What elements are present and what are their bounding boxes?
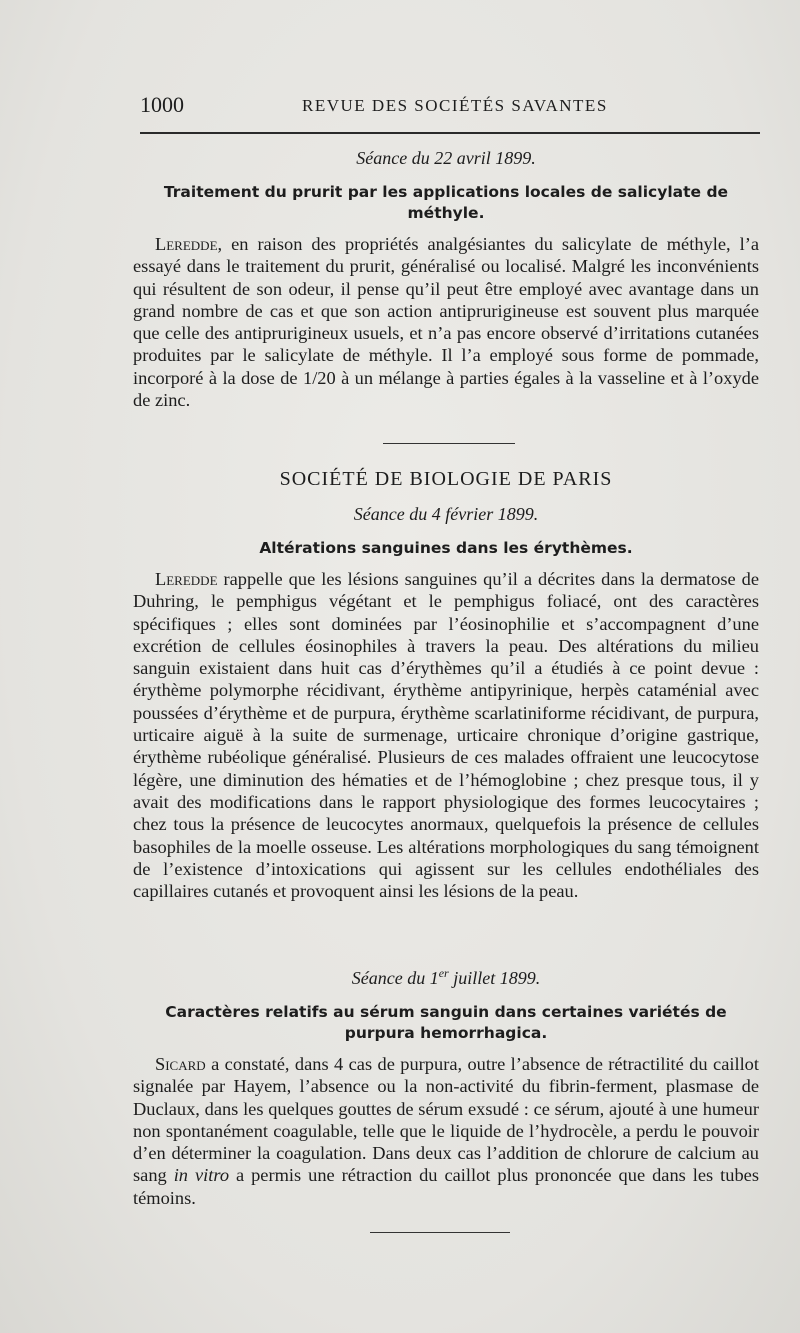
paragraph-text: rappelle que les lésions sanguines qu’il a décrites dans la dermatose de Duhring, le pemphigus végétant et le pemphigus foliacé, ont des caractères spécifiques ; elles sont dominées par l’éosinophilie et s’accompagnent d’une excrétion de cellules éosinophiles à travers la peau. Des altérations du milieu sanguin existaient dans huit cas d’érythèmes qu’il a étudiés à ce point devue : érythème polymorphe récidivant, érythème antipyrinique, herpès cataménial avec poussées d’érythème et de purpura, érythème scarlatiniforme récidivant, de purpura, urticaire aiguë à la suite de surmenage, urticaire chronique d’origine gastrique, érythème rubéolique généralisé. Plusieurs de ces malades offraient une leucocytose légère, une diminution des hématies et de l’hémoglobine ; chez presque tous, il y avait des modifications dans le rapport physiologique des formes leucocytaires ; chez tous la présence de leucocytes anormaux, quelquefois la présence de cellules basophiles de la moelle osseuse. Les altérations morphologiques du sang témoignent de l’existence d’intoxications qui agissent sur les cellules endothéliales des capillaires cutanés et provoquent ainsi les lésions de la peau. — [133, 569, 759, 902]
section-erythemes — [133, 468, 759, 902]
page-number: 1000 — [140, 92, 184, 117]
session-day-suffix: er — [438, 966, 449, 980]
section-separator — [383, 443, 515, 444]
section-title: Altérations sanguines dans les érythèmes. — [259, 539, 633, 557]
session-date: Séance du 22 avril 1899. — [356, 148, 536, 168]
author-name: Leredde — [155, 569, 218, 589]
author-name: Leredde — [155, 234, 218, 254]
section-paragraph — [133, 1053, 759, 1209]
header-rule — [140, 132, 760, 134]
session-suffix: juillet 1899. — [448, 968, 541, 988]
page-header — [140, 92, 760, 122]
paragraph-italic: in vitro — [173, 1165, 230, 1186]
author-name: Sicard — [155, 1054, 206, 1074]
section-salicylate — [133, 148, 759, 411]
session-date: Séance du 4 février 1899. — [353, 504, 539, 524]
society-heading: SOCIÉTÉ DE BIOLOGIE DE PARIS — [279, 468, 613, 490]
paragraph-text: , en raison des propriétés analgésiantes du salicylate de méthyle, l’a essayé dans le traitement du prurit, généralisé ou localisé. Malgré les inconvénients qui résultent de son odeur, il pense qu’il peut être employé avec avantage dans un grand nombre de cas et que son action antiprurigineuse est souvent plus marquée que celle des antiprurigineux usuels, et n’a pas encore observé d’irritations cutanées produites par le salicylate de méthyle. Il l’a employé sous forme de pommade, incorporé à la dose de 1/20 à un mélange à parties égales à la vasseline et à l’oxyde de zinc. — [133, 234, 759, 411]
section-paragraph — [133, 568, 759, 902]
running-head: REVUE DES SOCIÉTÉS SAVANTES — [302, 96, 608, 115]
paragraph-text-end: a permis une rétraction du caillot plus prononcée que dans les tubes témoins. — [133, 1165, 759, 1208]
session-date — [133, 966, 759, 989]
section-paragraph — [133, 233, 759, 411]
section-purpura — [133, 966, 759, 1209]
session-prefix: Séance du — [351, 968, 430, 988]
session-day: 1 — [429, 968, 439, 988]
paragraph-text: a constaté, dans 4 cas de purpura, outre l’absence de rétractilité du caillot signalée par Hayem, l’absence ou la non-activité du fibrin-ferment, plasmase de Duclaux, dans les quelques gouttes de sérum exsudé : ce sérum, ajouté à une humeur non spontanément coagulable, telle que le liquide de l’hydrocèle, a perdu le pouvoir d’en déterminer la coagulation. Dans deux cas l’addition de chlorure de calcium au sang — [133, 1054, 759, 1186]
section-title: Traitement du prurit par les applications locales de salicylate de méthyle. — [163, 183, 729, 222]
section-title: Caractères relatifs au sérum sanguin dans certaines variétés de purpura hemorrhagica. — [165, 1003, 727, 1042]
end-separator — [370, 1232, 510, 1233]
